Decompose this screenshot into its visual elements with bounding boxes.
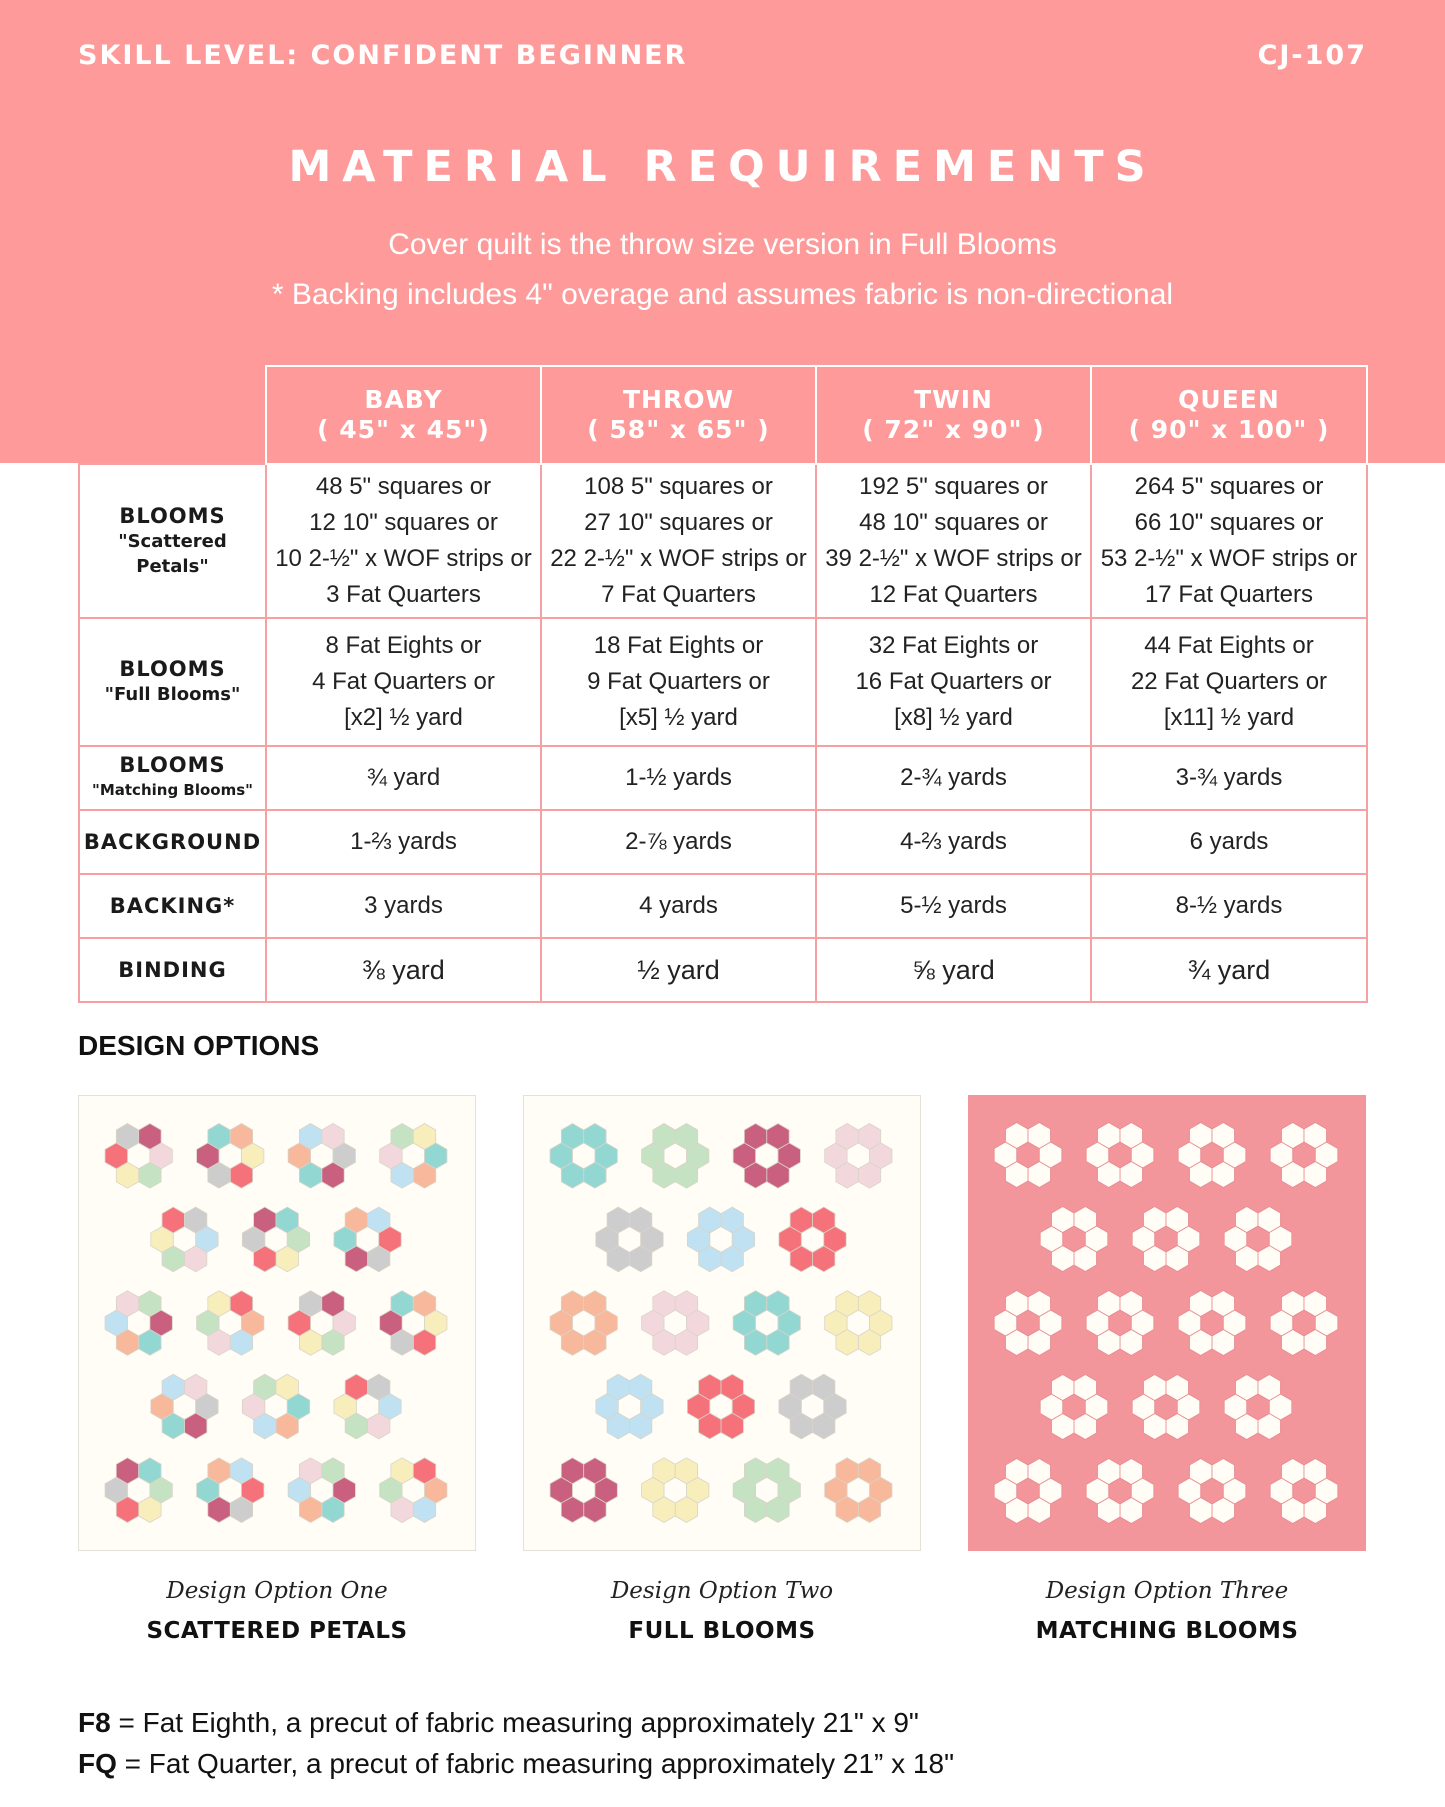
design-option-label: Design Option One: [166, 1578, 388, 1604]
pattern-code: CJ-107: [1257, 40, 1367, 71]
cell-line: 3-¾ yards: [1175, 764, 1283, 791]
quilt-matching-blooms: [968, 1095, 1366, 1551]
cell-line: 27 10" squares or: [584, 509, 773, 536]
cell-line: 5-½ yards: [900, 892, 1007, 919]
table-cell: [266, 746, 541, 810]
table-row-blooms-scattered-petals: [79, 464, 1367, 618]
design-option-name: MATCHING BLOOMS: [1035, 1618, 1299, 1644]
cell-line: 6 yards: [1189, 828, 1269, 855]
cell-line: 48 5" squares or: [315, 473, 492, 500]
table-cell: [816, 746, 1091, 810]
table-cell: [1091, 464, 1367, 618]
page-title: MATERIAL REQUIREMENTS: [288, 142, 1157, 192]
row-label: [79, 618, 266, 746]
table-cell: [266, 874, 541, 938]
cell-line: [x11] ½ yard: [1163, 704, 1295, 731]
table-cell: [541, 618, 816, 746]
row-label: [79, 874, 266, 938]
table-cell: [1091, 618, 1367, 746]
cell-line: [x8] ½ yard: [894, 704, 1013, 731]
cell-line: 7 Fat Quarters: [601, 581, 756, 608]
table-row-background: [79, 810, 1367, 874]
cell-line: 39 2-½" x WOF strips or: [825, 545, 1082, 572]
cell-line: 12 10" squares or: [309, 509, 498, 536]
cell-line: 8-½ yards: [1175, 892, 1283, 919]
cell-line: 264 5" squares or: [1134, 473, 1324, 500]
size-header-twin: TWIN ( 72" x 90" ): [816, 366, 1091, 464]
skill-level: SKILL LEVEL: CONFIDENT BEGINNER: [78, 40, 688, 71]
design-option-three-caption: [968, 1578, 1366, 1644]
row-label-sub: "Scattered Petals": [118, 530, 227, 577]
cell-line: 2-⅞ yards: [625, 828, 732, 855]
cell-line: 66 10" squares or: [1134, 509, 1324, 536]
row-label-main: BLOOMS: [119, 753, 226, 777]
cell-line: ⅜ yard: [362, 955, 445, 985]
cell-line: ⅝ yard: [912, 955, 995, 985]
subtitle-backing-note: * Backing includes 4" overage and assumes fabric is non-directional: [271, 278, 1174, 311]
cell-line: 44 Fat Eights or: [1144, 632, 1314, 659]
design-option-label: Design Option Three: [1045, 1578, 1289, 1604]
table-cell: [266, 464, 541, 618]
cell-line: 108 5" squares or: [584, 473, 773, 500]
cell-line: 3 yards: [364, 892, 443, 919]
subtitle-cover-note: Cover quilt is the throw size version in Full Blooms: [388, 228, 1057, 261]
table-corner: [79, 366, 266, 464]
cell-line: ½ yard: [637, 955, 720, 985]
cell-line: ¾ yard: [366, 764, 441, 791]
table-row-backing: [79, 874, 1367, 938]
table-cell: [1091, 810, 1367, 874]
f8-definition: = Fat Eighth, a precut of fabric measuring approximately 21" x 9": [110, 1707, 919, 1738]
footnote-fat-quarter: [78, 1748, 954, 1780]
material-requirements-table: [78, 365, 1368, 1003]
row-label-sub: "Full Blooms": [104, 684, 241, 705]
design-option-one-caption: [78, 1578, 476, 1644]
cell-line: 4 yards: [639, 892, 718, 919]
table-cell: [816, 464, 1091, 618]
table-cell: [266, 618, 541, 746]
cell-line: [x5] ½ yard: [619, 704, 738, 731]
table-row-binding: [79, 938, 1367, 1002]
table-cell: [816, 618, 1091, 746]
cell-line: 16 Fat Quarters or: [855, 668, 1052, 695]
design-option-label: Design Option Two: [610, 1578, 834, 1604]
design-option-two-caption: [523, 1578, 921, 1644]
cell-line: 3 Fat Quarters: [326, 581, 481, 608]
row-label-sub: "Matching Blooms": [92, 781, 253, 799]
table-cell: [1091, 874, 1367, 938]
footnote-fat-eighth: [78, 1707, 919, 1739]
row-label: [79, 810, 266, 874]
row-label-main: BLOOMS: [119, 503, 226, 528]
design-option-name: SCATTERED PETALS: [146, 1618, 408, 1644]
cell-line: ¾ yard: [1187, 955, 1271, 985]
cell-line: 53 2-½" x WOF strips or: [1100, 545, 1358, 572]
table-row-blooms-full-blooms: [79, 618, 1367, 746]
table-cell: [816, 874, 1091, 938]
cell-line: 22 Fat Quarters or: [1130, 668, 1328, 695]
row-label: [79, 464, 266, 618]
cell-line: 8 Fat Eights or: [325, 632, 482, 659]
cell-line: 4 Fat Quarters or: [312, 668, 495, 695]
cell-line: 22 2-½" x WOF strips or: [550, 545, 807, 572]
table-cell: [541, 464, 816, 618]
design-options-heading: DESIGN OPTIONS: [78, 1030, 320, 1061]
cell-line: 2-¾ yards: [900, 764, 1007, 791]
table-cell: [1091, 938, 1367, 1002]
row-label-main: BINDING: [118, 957, 227, 982]
quilt-scattered-petals: [78, 1095, 476, 1551]
table-cell: [816, 810, 1091, 874]
row-label: [79, 746, 266, 810]
size-header-row: [79, 366, 1367, 464]
cell-line: 17 Fat Quarters: [1144, 581, 1314, 608]
abbr-fq: FQ: [78, 1748, 117, 1779]
row-label: [79, 938, 266, 1002]
cell-line: 9 Fat Quarters or: [587, 668, 770, 695]
cell-line: 32 Fat Eights or: [868, 632, 1039, 659]
table-cell: [541, 746, 816, 810]
table-cell: [541, 810, 816, 874]
table-cell: [266, 810, 541, 874]
quilt-full-blooms: [523, 1095, 921, 1551]
cell-line: 12 Fat Quarters: [869, 581, 1038, 608]
cell-line: 48 10" squares or: [859, 509, 1048, 536]
size-header-queen: QUEEN ( 90" x 100" ): [1091, 366, 1367, 464]
cell-line: 1-⅔ yards: [350, 828, 457, 855]
size-header-throw: THROW ( 58" x 65" ): [541, 366, 816, 464]
cell-line: 10 2-½" x WOF strips or: [275, 545, 532, 572]
cell-line: 18 Fat Eights or: [593, 632, 764, 659]
fq-definition: = Fat Quarter, a precut of fabric measuring approximately 21” x 18": [116, 1748, 955, 1779]
design-option-name: FULL BLOOMS: [628, 1618, 816, 1644]
cell-line: [x2] ½ yard: [344, 704, 463, 731]
table-cell: [1091, 746, 1367, 810]
row-label-main: BACKGROUND: [83, 829, 262, 854]
table-cell: [816, 938, 1091, 1002]
table-row-blooms-matching-blooms: [79, 746, 1367, 810]
row-label-main: BLOOMS: [119, 657, 226, 681]
row-label-main: BACKING*: [109, 893, 236, 918]
table-cell: [541, 874, 816, 938]
cell-line: 1-½ yards: [625, 764, 732, 791]
cell-line: 4-⅔ yards: [900, 828, 1007, 855]
size-header-baby: BABY ( 45" x 45"): [266, 366, 541, 464]
cell-line: 192 5" squares or: [859, 473, 1048, 500]
abbr-f8: F8: [78, 1707, 111, 1738]
table-cell: [266, 938, 541, 1002]
table-cell: [541, 938, 816, 1002]
